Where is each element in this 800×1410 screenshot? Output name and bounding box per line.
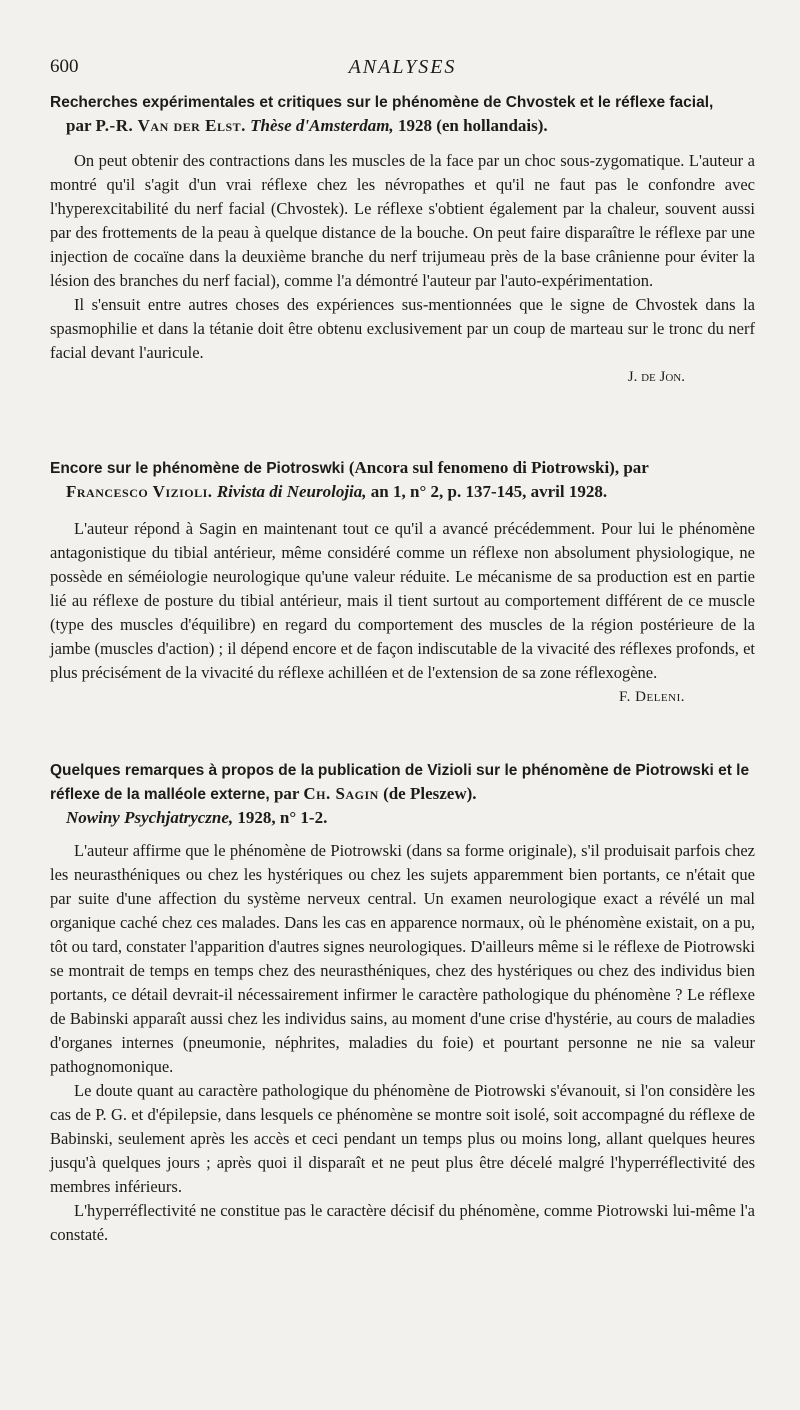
- article-chvostek: [50, 90, 755, 389]
- article-piotrowski: [50, 456, 755, 709]
- article-source: Nowiny Psychjatryczne,: [66, 808, 234, 827]
- article-by: par: [273, 784, 300, 803]
- article-title: [50, 758, 755, 829]
- article-details: an 1, n° 2, p. 137-145, avril 1928.: [370, 482, 608, 501]
- article-title: [50, 90, 755, 137]
- article-source: Thèse d'Amsterdam,: [250, 116, 394, 135]
- article-title-text: Quelques remarques à propos de la publication de Vizioli sur le phénomène de Piotrowski et le réflexe de la malléole externe,: [50, 762, 750, 803]
- article-author: Francesco Vizioli.: [66, 482, 213, 501]
- article-by: par: [66, 116, 92, 135]
- running-title: ANALYSES: [348, 56, 457, 78]
- article-paragraph: L'auteur affirme que le phénomène de Piotrowski (dans sa forme originale), s'il produisait parfois chez les neurasthéniques ou chez les hystériques ou chez les sujets apparemment bien portants, ce n'était que par suite d'une affection du système nerveux central. Un examen neurologique exact a révélé un mal organique caché chez ces malades. Dans les cas en apparence normaux, où le phénomène existait, on a pu, tôt ou tard, constater l'apparition d'autres signes neurologiques. D'ailleurs même si le réflexe de Piotrowski se montrait de temps en temps chez des neurasthéniques, chez des hystériques ou chez des individus bien portants, ce détail devrait-il nécessairement infirmer le caractère pathologique du phénomène ? Le réflexe de Babinski apparaît aussi chez les individus sains, au moment d'une crise d'hystérie, au cours de maladies d'organes internes (pneumonie, néphrites, maladies du foie) et pourtant personne ne nie sa valeur pathognomonique.: [50, 841, 755, 1076]
- article-author: Ch. Sagin: [303, 784, 379, 803]
- article-title: [50, 456, 755, 503]
- article-signature: F. Deleni.: [619, 689, 685, 705]
- article-sagin: [50, 758, 755, 1247]
- page-number: 600: [50, 56, 79, 77]
- article-paragraph: L'auteur répond à Sagin en maintenant tout ce qu'il a avancé précédemment. Pour lui le phénomène antagonistique du tibial antérieur, même considéré comme un réflexe non absolument physiologique, ne possède en séméiologie neurologique qu'une valeur réduite. Le mécanisme de sa production est en partie lié au réflexe de posture du tibial antérieur, mais il tient surtout au comportement différent de ce muscle (type des muscles d'équilibre) en regard du comportement des muscles de la région postérieure de la jambe (muscles d'action) ; il dépend encore et de façon indiscutable de la vivacité des réflexes profonds, et plus précisément de la vivacité du réflexe achilléen et de l'extension de sa zone réflexogène. F. Deleni.: [50, 517, 755, 685]
- article-source: Rivista di Neurolojia,: [216, 482, 367, 501]
- article-paragraph: Le doute quant au caractère pathologique du phénomène de Piotrowski s'évanouit, si l'on considère les cas de P. G. et d'épilepsie, dans lesquels ce phénomène se montre soit isolé, soit accompagné du réflexe de Babinski, seulement après les accès et ceci pendant un temps plus ou moins long, allant quelques heures jusqu'à quelques jours ; après quoi il disparaît et ne peut plus être décelé malgré l'hyperréflectivité des membres inférieurs.: [50, 1081, 755, 1196]
- article-signature: J. de Jon.: [627, 369, 685, 385]
- article-paragraph: Il s'ensuit entre autres choses des expériences sus-mentionnées que le signe de Chvostek dans la spasmophilie et dans la tétanie doit être obtenu exclusivement par un coup de marteau sur le tronc du nerf facial devant l'auricule.: [50, 295, 755, 362]
- running-head: [50, 56, 755, 80]
- article-details: 1928 (en hollandais).: [397, 116, 548, 135]
- article-paragraph: On peut obtenir des contractions dans les muscles de la face par un choc sous-zygomatique. L'auteur a montré qu'il s'agit d'un vrai réflexe chez les névropathes et qu'il ne faut pas le confondre avec l'hyperexcitabilité du nerf facial (Chvostek). Le réflexe s'obtient également par la chaleur, souvent aussi par des frottements de la peau à quelque distance de la bouche. On peut faire disparaître le réflexe par une injection de cocaïne dans la deuxième branche du nerf trijumeau près de la base crânienne pour éviter la lésion des branches du nerf facial), comme l'a démontré l'auteur par l'auto-expérimentation.: [50, 151, 755, 290]
- article-title-rest: (Ancora sul fenomeno di Piotrowski), par: [348, 458, 649, 477]
- article-paragraph: L'hyperréflectivité ne constitue pas le caractère décisif du phénomène, comme Piotrowski lui-même l'a constaté.: [50, 1201, 755, 1244]
- article-author: P.-R. Van der Elst.: [95, 116, 246, 135]
- article-title-text: Recherches expérimentales et critiques sur le phénomène de Chvostek et le réflexe facial,: [50, 94, 714, 111]
- article-details: 1928, n° 1-2.: [237, 808, 328, 827]
- article-author-place: (de Pleszew).: [383, 784, 477, 803]
- article-title-text: Encore sur le phénomène de Piotroswki: [50, 460, 345, 477]
